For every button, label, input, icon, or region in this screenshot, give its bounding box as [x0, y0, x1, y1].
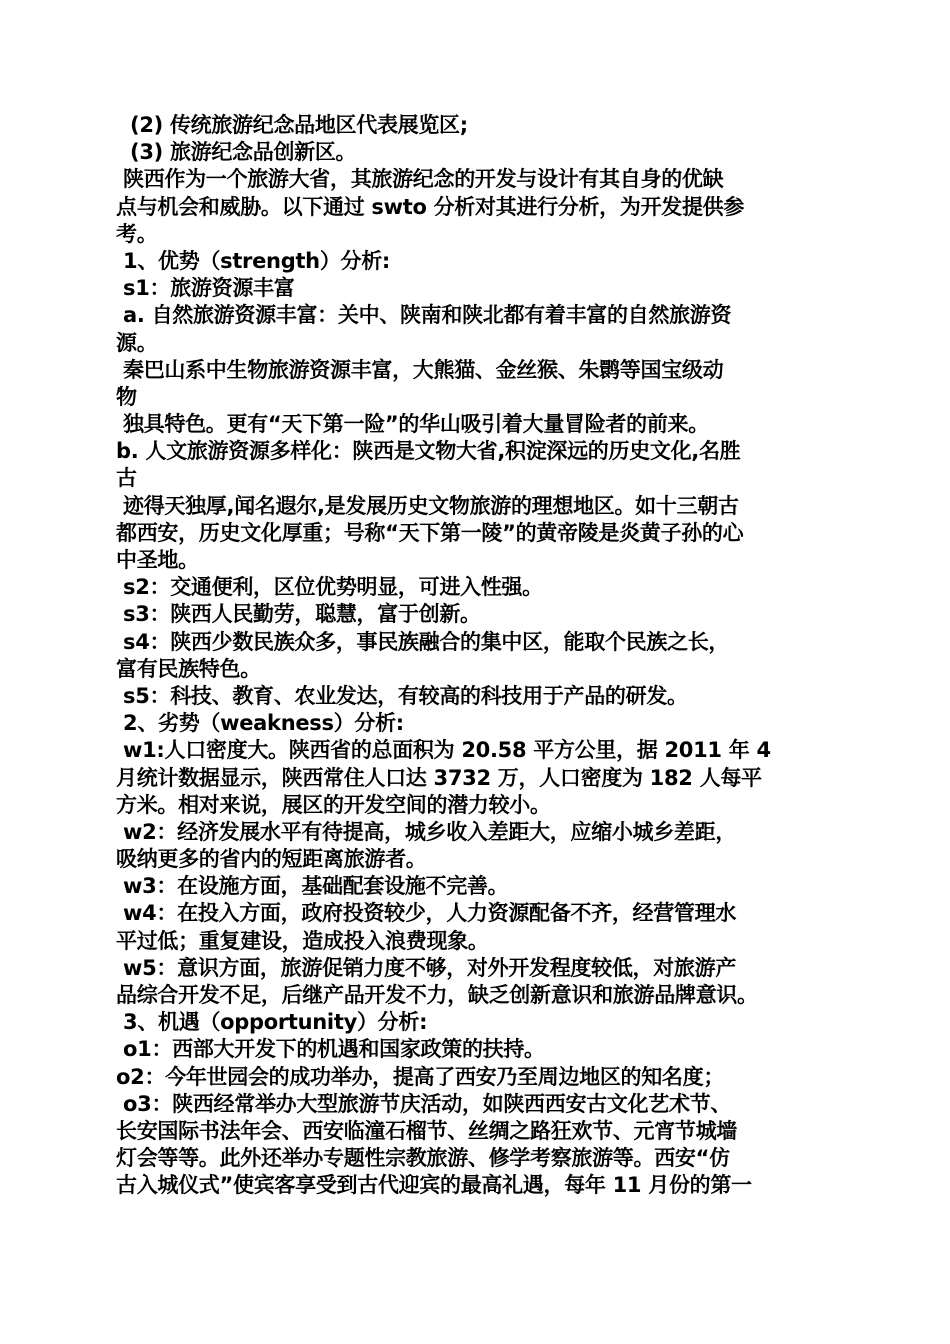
text-line: 物	[116, 384, 137, 409]
text-line: w4：在投入方面，政府投资较少，人力资源配备不齐，经营管理水	[116, 901, 737, 926]
text-line: 月统计数据显示，陕西常住人口达 3732 万，人口密度为 182 人每平	[116, 765, 762, 790]
text-line: w3：在设施方面，基础配套设施不完善。	[116, 874, 509, 899]
section-heading-opportunity: 3、机遇（opportunity）分析:	[116, 1010, 428, 1035]
section-heading-strength: 1、优势（strength）分析:	[116, 248, 391, 273]
text-line: 富有民族特色。	[116, 656, 261, 681]
text-line: 古	[116, 466, 137, 491]
text-line: (3) 旅游纪念品创新区。	[116, 140, 357, 165]
text-line: 灯会等等。此外还举办专题性宗教旅游、修学考察旅游等。西安“仿	[116, 1146, 730, 1171]
text-line: o3：陕西经常举办大型旅游节庆活动，如陕西西安古文化艺术节、	[116, 1091, 732, 1116]
text-line: 长安国际书法年会、西安临潼石榴节、丝绸之路狂欢节、元宵节城墙	[116, 1118, 737, 1143]
text-line: s4：陕西少数民族众多，事民族融合的集中区，能取个民族之长，	[116, 629, 730, 654]
text-line: 品综合开发不足，后继产品开发不力，缺乏创新意识和旅游品牌意识。	[116, 983, 758, 1007]
text-line: 迹得天独厚,闻名遐尔,是发展历史文物旅游的理想地区。如十三朝古	[116, 493, 739, 518]
document-body	[116, 112, 856, 1200]
text-line: s5：科技、教育、农业发达，有较高的科技用于产品的研发。	[116, 683, 688, 708]
text-line: 吸纳更多的省内的短距离旅游者。	[116, 847, 427, 872]
text-line: o2：今年世园会的成功举办，提高了西安乃至周边地区的知名度；	[116, 1064, 725, 1089]
text-line: 秦巴山系中生物旅游资源丰富，大熊猫、金丝猴、朱鹮等国宝级动	[116, 357, 724, 382]
text-line: 都西安，历史文化厚重；号称“天下第一陵”的黄帝陵是炎黄子孙的心	[116, 520, 744, 545]
text-line: 点与机会和威胁。以下通过 swto 分析对其进行分析，为开发提供参	[116, 194, 745, 219]
text-line: 源。	[116, 330, 158, 355]
text-line: w5：意识方面，旅游促销力度不够，对外开发程度较低，对旅游产	[116, 955, 737, 980]
text-line: 方米。相对来说，展区的开发空间的潜力较小。	[116, 792, 551, 817]
text-line: 陕西作为一个旅游大省，其旅游纪念的开发与设计有其自身的优缺	[116, 167, 724, 192]
section-heading-weakness: 2、劣势（weakness）分析:	[116, 711, 404, 736]
text-line: o1：西部大开发下的机遇和国家政策的扶持。	[116, 1037, 545, 1062]
text-line: w2：经济发展水平有待提高，城乡收入差距大，应缩小城乡差距，	[116, 819, 737, 844]
text-line: s1：旅游资源丰富	[116, 276, 295, 301]
text-line: a. 自然旅游资源丰富：关中、陕南和陕北都有着丰富的自然旅游资	[116, 303, 732, 328]
text-line: s2：交通便利，区位优势明显，可进入性强。	[116, 575, 543, 600]
text-line: 独具特色。更有“天下第一险”的华山吸引着大量冒险者的前来。	[116, 412, 709, 437]
text-line: 古入城仪式”使宾客享受到古代迎宾的最高礼遇，每年 11 月份的第一	[116, 1173, 752, 1198]
text-line: s3：陕西人民勤劳，聪慧，富于创新。	[116, 602, 481, 627]
text-line: 中圣地。	[116, 548, 199, 572]
text-line: b. 人文旅游资源多样化：陕西是文物大省,积淀深远的历史文化,名胜	[116, 439, 741, 464]
text-line: 平过低；重复建设，造成投入浪费现象。	[116, 928, 489, 953]
text-line: 考。	[116, 221, 158, 246]
text-line: (2) 传统旅游纪念品地区代表展览区;	[116, 113, 468, 137]
text-line: w1:人口密度大。陕西省的总面积为 20.58 平方公里，据 2011 年 4	[116, 738, 771, 763]
